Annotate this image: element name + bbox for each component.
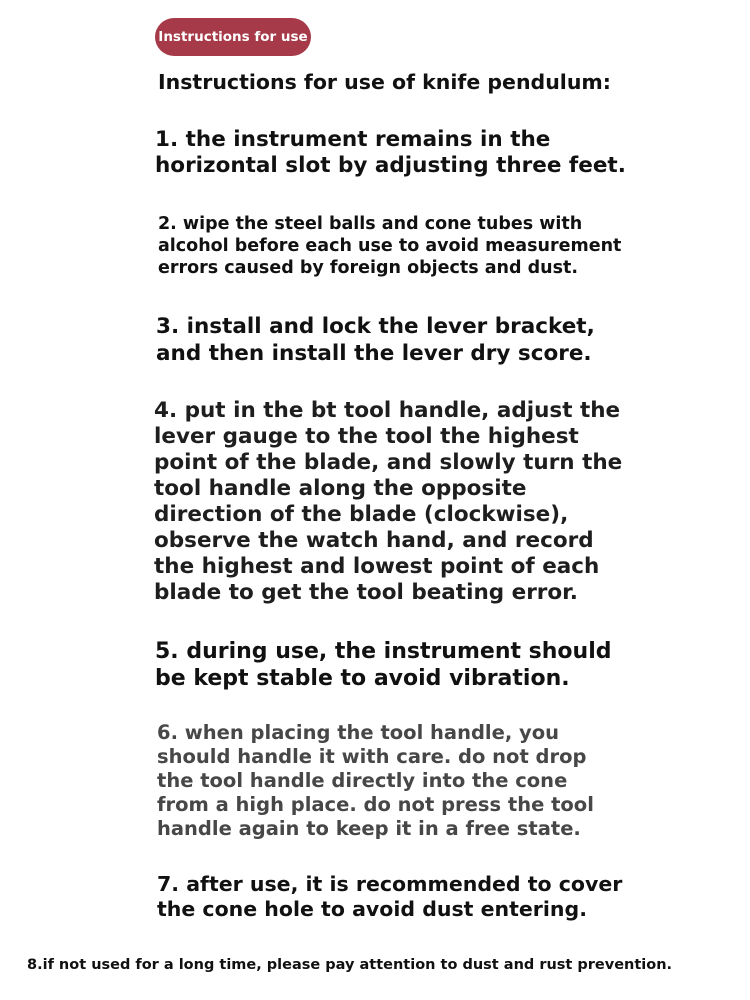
step-4-line-5: direction of the blade (clockwise), — [154, 502, 569, 527]
step-2-line-1: 2. wipe the steel balls and cone tubes with — [158, 214, 583, 234]
step-6-line-3: the tool handle directly into the cone — [157, 769, 568, 792]
step-4-line-2: lever gauge to the tool the highest — [154, 424, 579, 449]
step-4-line-1: 4. put in the bt tool handle, adjust the — [154, 398, 621, 423]
page-title: Instructions for use of knife pendulum: — [158, 70, 611, 94]
step-5-line-2: be kept stable to avoid vibration. — [155, 666, 570, 691]
step-1-line-1: 1. the instrument remains in the — [155, 127, 551, 152]
step-4 — [154, 398, 622, 606]
step-7 — [157, 872, 622, 922]
step-6-line-4: from a high place. do not press the tool — [157, 793, 594, 816]
footer-note: 8.if not used for a long time, please pay attention to dust and rust prevention. — [27, 957, 673, 973]
step-6 — [157, 721, 594, 841]
step-3-line-2: and then install the lever dry score. — [156, 341, 592, 366]
step-2 — [158, 213, 621, 279]
step-1 — [155, 127, 626, 179]
step-3 — [156, 313, 595, 367]
step-3-line-1: 3. install and lock the lever bracket, — [156, 314, 595, 339]
step-4-line-7: the highest and lowest point of each — [154, 554, 600, 579]
step-7-line-2: the cone hole to avoid dust entering. — [157, 897, 587, 921]
step-1-line-2: horizontal slot by adjusting three feet. — [155, 153, 626, 178]
step-4-line-4: tool handle along the opposite — [154, 476, 527, 501]
step-5 — [155, 638, 611, 692]
step-7-line-1: 7. after use, it is recommended to cover — [157, 872, 623, 896]
step-2-line-2: alcohol before each use to avoid measurement — [158, 236, 622, 256]
step-6-line-1: 6. when placing the tool handle, you — [157, 721, 560, 744]
step-4-line-6: observe the watch hand, and record — [154, 528, 594, 553]
step-4-line-3: point of the blade, and slowly turn the — [154, 450, 623, 475]
step-6-line-2: should handle it with care. do not drop — [157, 745, 587, 768]
step-2-line-3: errors caused by foreign objects and dust. — [158, 258, 579, 278]
step-6-line-5: handle again to keep it in a free state. — [157, 817, 581, 840]
step-4-line-8: blade to get the tool beating error. — [154, 580, 578, 605]
instructions-badge: Instructions for use — [155, 18, 311, 56]
step-5-line-1: 5. during use, the instrument should — [155, 639, 612, 664]
